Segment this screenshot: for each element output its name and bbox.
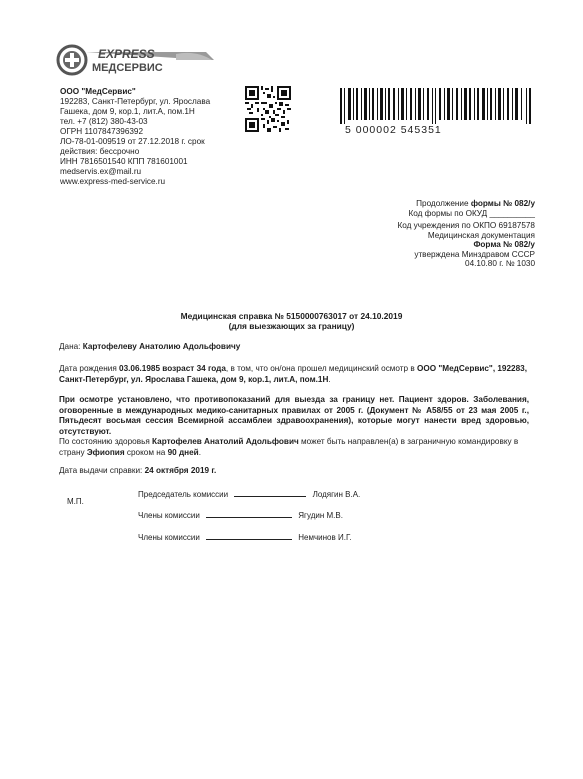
- stamp-label: М.П.: [67, 497, 84, 506]
- form-approval-date: 04.10.80 г. № 1030: [465, 259, 535, 268]
- form-approved-by: утверждена Минздравом СССР: [414, 249, 535, 259]
- issued-to-label: Дана:: [59, 342, 81, 351]
- qr-code-graphic: [245, 86, 291, 132]
- issued-to: [59, 342, 529, 353]
- member2-signature-line: [206, 531, 292, 540]
- issue-date: [59, 466, 529, 477]
- certificate-title: [0, 311, 583, 331]
- chair-name: Лодягин В.А.: [312, 490, 361, 499]
- form-continuation: [275, 199, 535, 209]
- logo-text-medservice: МЕДСЕРВИС: [92, 62, 163, 74]
- member1-name: Ягудин М.В.: [298, 511, 343, 520]
- signature-member-1: [138, 509, 343, 520]
- org-ogrn: ОГРН 1107847396392: [60, 127, 144, 136]
- form-okud-code: Код формы по ОКУД __________: [408, 208, 535, 218]
- patient-name: Картофелеву Анатолию Адольфовичу: [82, 342, 241, 351]
- member2-label: Члены комиссии: [138, 533, 200, 542]
- conclusion-country: Эфиопия: [86, 447, 125, 457]
- conclusion-name: Картофелев Анатолий Адольфович: [152, 437, 299, 446]
- member1-signature-line: [206, 509, 292, 518]
- barcode: [340, 88, 535, 124]
- logo-graphic: [56, 40, 216, 80]
- form-info: [275, 199, 535, 269]
- exam-organization: ООО "МедСервис", 192283, Санкт-Петербург, ул. Ярослава Гашека, дом 9, кор.1, лит.А, пом.1Н: [59, 364, 527, 384]
- conclusion-p3: сроком на: [124, 447, 168, 457]
- birth-prefix: Дата рождения: [59, 364, 120, 373]
- conclusion-p1: По состоянию здоровья: [59, 437, 153, 446]
- form-medical-doc: Медицинская документация: [427, 230, 535, 240]
- findings-paragraph: При осмотре установлено, что противопоказаний для выезда за границу нет. Пациент здоров. Заболевания, оговоренные в международных медико-санитарных правилах от 2005 г. (Документ № А58/55 от 23 мая 2005 г., Пятьдесят восьмая сессия Всемирной ассамблеи здравоохранения), которые могут нанести вред здоровью, отсутствуют.: [59, 395, 529, 436]
- org-phone: тел. +7 (812) 380-43-03: [60, 117, 148, 126]
- company-logo: [56, 40, 216, 80]
- form-continuation-prefix: Продолжение: [416, 199, 471, 208]
- exam-paragraph: [59, 364, 529, 385]
- certificate-title-line2: (для выезжающих за границу): [228, 321, 355, 331]
- birth-end: .: [328, 374, 331, 384]
- logo-text-express: EXPRESS: [98, 47, 155, 61]
- form-number: Форма № 082/у: [473, 240, 535, 249]
- chair-label: Председатель комиссии: [138, 490, 229, 499]
- org-address-1: 192283, Санкт-Петербург, ул. Ярослава: [60, 97, 211, 106]
- conclusion-p2: может быть направлен(а) в заграничную командировку в страну: [59, 437, 519, 457]
- signature-chair: [138, 488, 360, 499]
- birth-date-age: 03.06.1985 возраст 34 года: [119, 364, 226, 373]
- org-inn-kpp: ИНН 7816501540 КПП 781601001: [60, 157, 188, 166]
- barcode-graphic: [340, 88, 535, 124]
- issue-date-label: Дата выдачи справки:: [59, 466, 145, 475]
- certificate-title-line1: Медицинская справка № 5150000763017 от 24.10.2019: [180, 311, 403, 321]
- issue-date-value: 24 октября 2019 г.: [144, 466, 217, 475]
- conclusion-p4: .: [198, 447, 201, 457]
- form-continuation-number: формы № 082/у: [470, 199, 535, 208]
- conclusion-paragraph: [59, 437, 529, 458]
- org-website: www.express-med-service.ru: [60, 177, 166, 186]
- chair-signature-line: [234, 488, 306, 497]
- form-okpo-code: Код учреждения по ОКПО 69187578: [397, 221, 535, 230]
- organization-details: [60, 87, 260, 187]
- org-name: ООО "МедСервис": [60, 87, 136, 96]
- conclusion-days: 90 дней: [167, 447, 199, 457]
- member2-name: Немчинов И.Г.: [298, 533, 352, 542]
- signature-member-2: [138, 531, 352, 542]
- org-email: medservis.ex@mail.ru: [60, 167, 142, 176]
- barcode-number: 5 000002 545351: [345, 124, 442, 136]
- org-license-validity: действия: бессрочно: [60, 147, 140, 156]
- org-license: ЛО-78-01-009519 от 27.12.2018 г. срок: [60, 137, 205, 146]
- org-address-2: Гашека, дом 9, кор.1, лит.А, пом.1Н: [60, 107, 195, 116]
- qr-code: [245, 86, 291, 132]
- member1-label: Члены комиссии: [138, 511, 200, 520]
- birth-middle: , в том, что он/она прошел медицинский осмотр в: [225, 364, 418, 373]
